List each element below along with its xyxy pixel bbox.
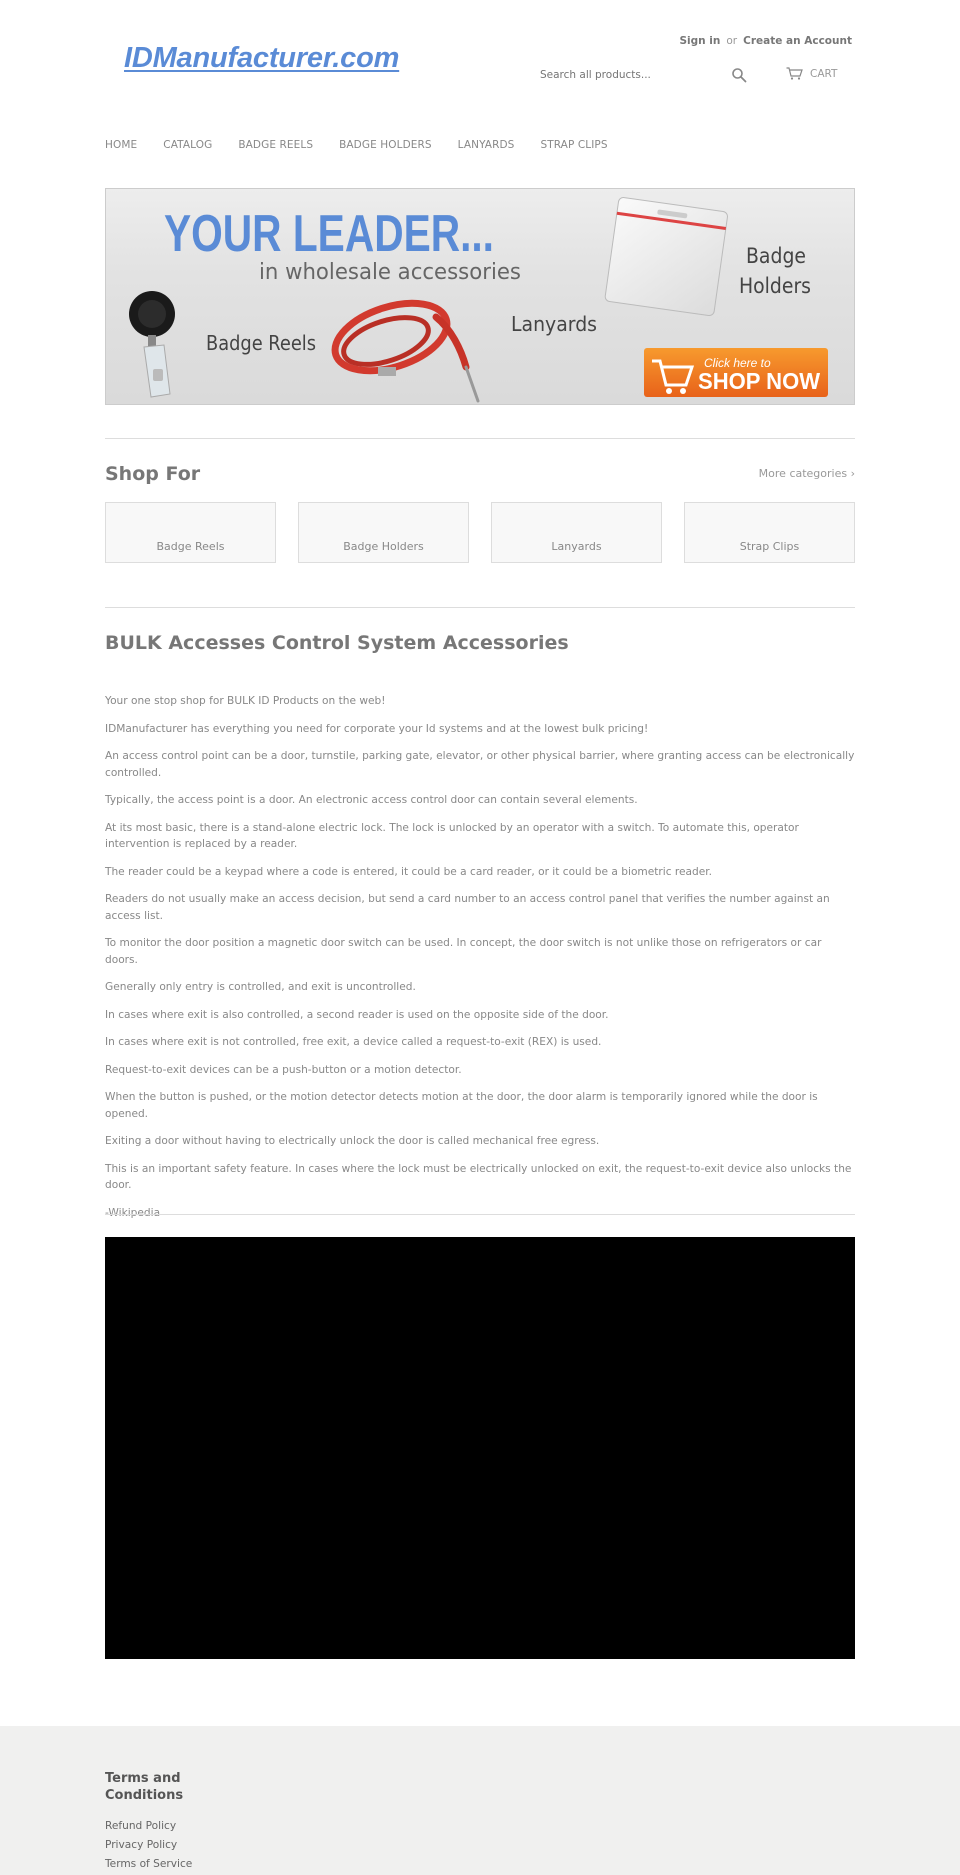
privacy-policy-link[interactable]: Privacy Policy — [105, 1839, 178, 1851]
article-paragraph: To monitor the door position a magnetic door switch can be used. In concept, the door switch is not unlike those on refrigerators or car doors. — [105, 937, 822, 966]
badge-holder-image — [605, 197, 729, 316]
article-paragraph: Exiting a door without having to electrically unlock the door is called mechanical free egress. — [105, 1135, 600, 1147]
nav-item-home[interactable]: HOME — [105, 139, 138, 151]
category-badge-holders[interactable] — [298, 502, 469, 563]
category-badge-reels[interactable] — [105, 502, 276, 563]
create-account-link[interactable]: Create an Account — [743, 35, 852, 47]
category-label: Badge Reels — [156, 540, 225, 553]
badge-reel-image — [129, 291, 175, 397]
site-footer — [0, 1726, 960, 1875]
lanyard-image — [327, 291, 478, 401]
site-logo[interactable]: IDManufacturer.com — [124, 42, 400, 74]
banner-headline: YOUR LEADER... — [164, 205, 494, 263]
search-input[interactable] — [530, 60, 720, 90]
article-paragraph: When the button is pushed, or the motion detector detects motion at the door, the door alarm is temporarily ignored while the door is opened. — [105, 1091, 818, 1120]
article-paragraph: An access control point can be a door, turnstile, parking gate, elevator, or other physical barrier, where granting access can be electronically controlled. — [105, 750, 855, 779]
hero-banner[interactable] — [105, 188, 855, 405]
cta-small-text: Click here to — [704, 356, 771, 370]
category-strap-clips[interactable] — [684, 502, 855, 563]
refund-policy-link[interactable]: Refund Policy — [105, 1820, 177, 1832]
article-paragraph: Request-to-exit devices can be a push-button or a motion detector. — [105, 1063, 462, 1076]
more-categories-link[interactable]: More categories › — [758, 467, 855, 480]
article-paragraph: Your one stop shop for BULK ID Products on the web! — [105, 695, 386, 707]
article-paragraph: In cases where exit is not controlled, free exit, a device called a request-to-exit (REX) is used. — [105, 1036, 602, 1048]
article-paragraph: Readers do not usually make an access decision, but send a card number to an access control panel that verifies the number against an access list. — [105, 893, 830, 922]
divider — [105, 1214, 855, 1215]
nav-item-catalog[interactable]: CATALOG — [163, 139, 213, 151]
article-paragraph: In cases where exit is also controlled, a second reader is used on the opposite side of the door. — [105, 1008, 609, 1021]
cart-label: CART — [810, 67, 838, 80]
banner-subline: in wholesale accessories — [259, 260, 521, 285]
footer-links — [105, 1817, 192, 1874]
nav-item-badge-reels[interactable]: BADGE REELS — [238, 139, 314, 151]
category-label: Lanyards — [551, 540, 602, 553]
article-paragraph: Generally only entry is controlled, and exit is uncontrolled. — [105, 981, 416, 993]
nav-item-strap-clips[interactable]: STRAP CLIPS — [540, 139, 608, 151]
category-label: Badge Holders — [343, 540, 424, 553]
banner-label-badge-holders-2: Holders — [739, 274, 811, 298]
article-paragraph: Typically, the access point is a door. An electronic access control door can contain several elements. — [105, 794, 638, 806]
video-player[interactable] — [105, 1237, 855, 1659]
article-source: -Wikipedia — [105, 1206, 161, 1219]
search-icon[interactable] — [731, 67, 749, 85]
article-paragraph: At its most basic, there is a stand-alone electric lock. The lock is unlocked by an operator with a switch. To automate this, operator intervention is replaced by a reader. — [105, 821, 799, 850]
banner-label-badge-holders-1: Badge — [746, 244, 806, 268]
article-body — [105, 693, 855, 1232]
banner-label-badge-reels: Badge Reels — [206, 331, 316, 355]
account-links — [679, 35, 852, 47]
article-paragraph: The reader could be a keypad where a code is entered, it could be a card reader, or it could be a biometric reader. — [105, 865, 713, 878]
divider — [105, 607, 855, 608]
sign-in-link[interactable]: Sign in — [679, 35, 721, 47]
terms-of-service-link[interactable]: Terms of Service — [105, 1858, 193, 1870]
category-lanyards[interactable] — [491, 502, 662, 563]
shop-now-button[interactable] — [644, 348, 828, 397]
shop-for-heading: Shop For — [105, 463, 201, 485]
or-text: or — [726, 35, 738, 47]
cta-big-text: SHOP NOW — [698, 368, 821, 394]
search-form — [530, 60, 755, 90]
nav-item-badge-holders[interactable]: BADGE HOLDERS — [339, 139, 432, 151]
category-label: Strap Clips — [739, 540, 800, 553]
article-paragraph: This is an important safety feature. In cases where the lock must be electrically unlocked on exit, the request-to-exit device also unlocks the door. — [105, 1162, 852, 1191]
main-nav — [105, 139, 634, 151]
cart-link[interactable] — [786, 67, 837, 80]
divider — [105, 438, 855, 439]
nav-item-lanyards[interactable]: LANYARDS — [457, 139, 515, 151]
banner-label-lanyards: Lanyards — [511, 312, 597, 336]
footer-heading: Terms and Conditions — [105, 1771, 184, 1803]
category-grid — [105, 502, 855, 563]
cart-icon — [786, 67, 803, 80]
article-title: BULK Accesses Control System Accessories — [105, 632, 569, 654]
article-paragraph: IDManufacturer has everything you need for corporate your Id systems and at the lowest bulk pricing! — [105, 722, 649, 735]
